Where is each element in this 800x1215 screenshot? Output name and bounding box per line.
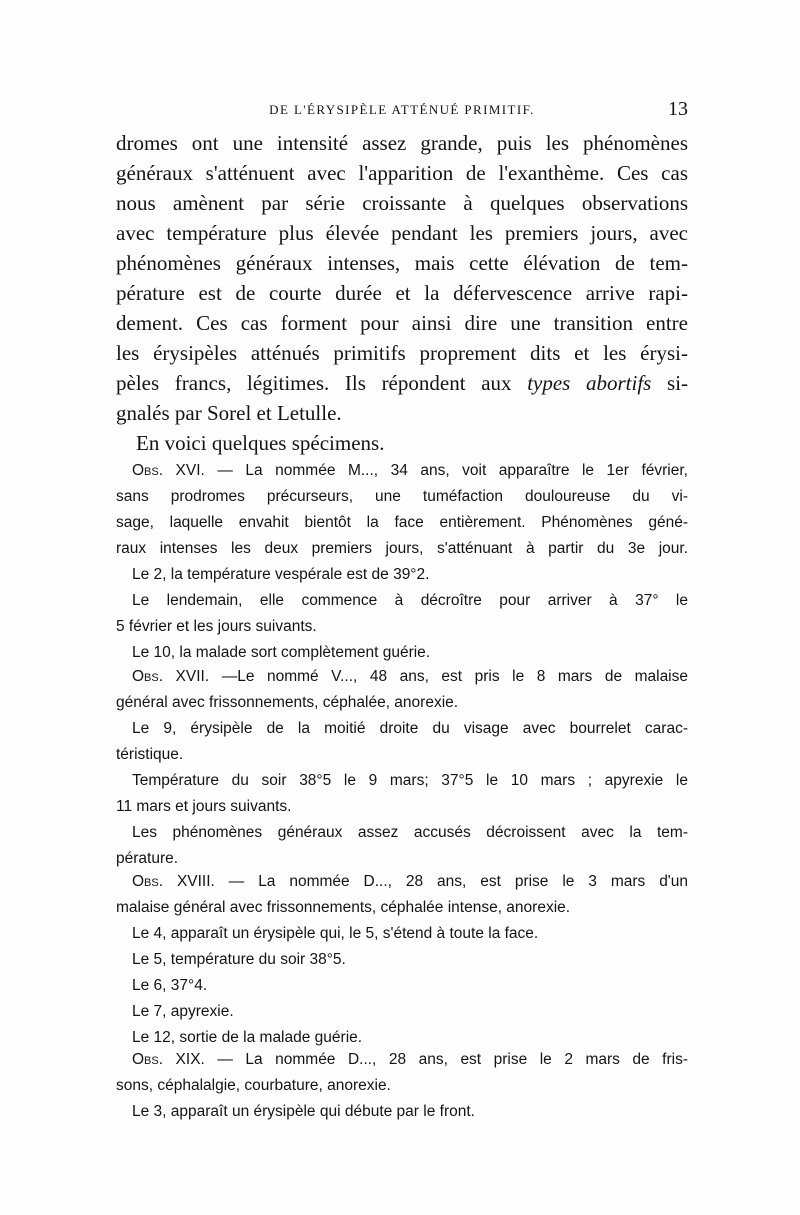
text-segment: pèles francs, légitimes. Ils répondent aux [116, 371, 512, 395]
observation-xvii [116, 664, 688, 872]
page-header [116, 98, 688, 122]
obs-line: général avec frissonnements, céphalée, anorexie. [116, 694, 459, 711]
obs-line: sage, laquelle envahit bientôt la face entièrement. Phénomènes géné- [116, 514, 688, 531]
obs-line: sans prodromes précurseurs, une tuméfaction douloureuse du vi- [116, 488, 688, 505]
text-segment: — La nommée D..., 28 ans, est prise le 2 mars de fris- [217, 1051, 688, 1068]
obs-line [116, 869, 688, 895]
text-line: les érysipèles atténués primitifs proprement dits et les érysi- [116, 341, 688, 365]
obs-line: Température du soir 38°5 le 9 mars; 37°5 le 10 mars ; apyrexie le [132, 772, 688, 789]
obs-label: Obs. XIX. [132, 1051, 205, 1068]
page-number: 13 [668, 98, 688, 120]
observation-xix [116, 1047, 688, 1125]
observation-xvi [116, 458, 688, 666]
text-line: dromes ont une intensité assez grande, puis les phénomènes [116, 131, 688, 155]
main-paragraph [116, 128, 688, 458]
obs-line: 11 mars et jours suivants. [116, 798, 292, 815]
obs-line: Le 4, apparaît un érysipèle qui, le 5, s'étend à toute la face. [132, 925, 539, 942]
text-line: généraux s'atténuent avec l'apparition de l'exanthème. Ces cas [116, 161, 688, 185]
text-line: gnalés par Sorel et Letulle. [116, 401, 342, 425]
obs-line: Les phénomènes généraux assez accusés décroissent avec la tem- [132, 824, 688, 841]
text-segment: —Le nommé V..., 48 ans, est pris le 8 mars de malaise [221, 668, 689, 685]
obs-line [116, 1047, 688, 1073]
text-segment: — La nommée M..., 34 ans, voit apparaître le 1er février, [217, 462, 688, 479]
obs-label: Obs. XVI. [132, 462, 205, 479]
obs-line: téristique. [116, 746, 184, 763]
text-segment: si- [667, 371, 689, 395]
obs-line: Le 5, température du soir 38°5. [132, 951, 346, 968]
obs-line: Le 2, la température vespérale est de 39°2. [132, 566, 430, 583]
text-line: phénomènes généraux intenses, mais cette élévation de tem- [116, 251, 688, 275]
obs-line: Le 3, apparaît un érysipèle qui débute par le front. [132, 1103, 475, 1120]
obs-line: Le 12, sortie de la malade guérie. [132, 1029, 363, 1046]
obs-line: Le 7, apyrexie. [132, 1003, 234, 1020]
text-line: avec température plus élevée pendant les premiers jours, avec [116, 221, 688, 245]
obs-line: raux intenses les deux premiers jours, s'atténuant à partir du 3e jour. [116, 540, 688, 557]
text-line: nous amènent par série croissante à quelques observations [116, 191, 688, 215]
text-line [116, 368, 688, 398]
obs-line: Le 6, 37°4. [132, 977, 208, 994]
obs-line: Le lendemain, elle commence à décroître pour arriver à 37° le [132, 592, 688, 609]
obs-line [116, 458, 688, 484]
italic-phrase: types abortifs [527, 371, 652, 395]
obs-line: Le 10, la malade sort complètement guérie. [132, 644, 431, 661]
obs-line: 5 février et les jours suivants. [116, 618, 317, 635]
obs-line: sons, céphalalgie, courbature, anorexie. [116, 1077, 391, 1094]
text-line: En voici quelques spécimens. [136, 431, 385, 455]
observation-xviii [116, 869, 688, 1051]
running-title: DE L'ÉRYSIPÈLE ATTÉNUÉ PRIMITIF. [269, 102, 535, 117]
obs-line: malaise général avec frissonnements, céphalée intense, anorexie. [116, 899, 571, 916]
text-line: pérature est de courte durée et la défervescence arrive rapi- [116, 281, 688, 305]
obs-label: Obs. XVIII. [132, 873, 215, 890]
text-segment: — La nommée D..., 28 ans, est prise le 3 mars d'un [228, 873, 689, 890]
obs-line [116, 664, 688, 690]
text-line: dement. Ces cas forment pour ainsi dire une transition entre [116, 311, 688, 335]
obs-line: Le 9, érysipèle de la moitié droite du visage avec bourrelet carac- [132, 720, 688, 737]
obs-line: pérature. [116, 850, 179, 867]
obs-label: Obs. XVII. [132, 668, 210, 685]
